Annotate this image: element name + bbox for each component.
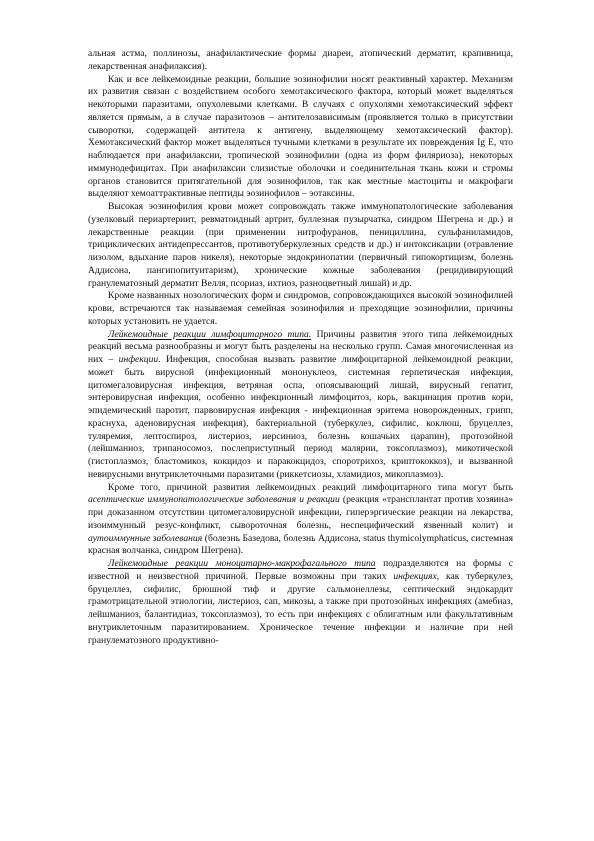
document-page [88,48,513,647]
body-text: , как туберкулез, бруцеллез, сифилис, брюшной тиф и другие сальмонеллезы, септический эндокардит грамотрицательной этиологии, листериоз, сап, микозы, а также при протозойных инфекциях (амебиаз, лейшманиоз, балантидиаз, токсоплазмоз), то есть при инфекциях с облигатным или факультативным внутриклеточным паразитированием. Хроническое течение инфекции и наличие при ней гранулематозного продуктивно- [88,570,513,646]
body-text: Высокая эозинофилия крови может сопровождать также иммунопатологические заболевания (узелковый периартериит, ревматоидный артрит, буллезная пузырчатка, синдром Шегрена и др.) и лекарственные реакции (при применении нитрофуранов, пенициллина, сульфаниламидов, трициклических антидепрессантов, противотуберкулезных средств и др.) и интоксикации (отравление лизолом, вдыхание паров никеля), некоторые эндокринопатии (первичный гипокортицизм, болезнь Аддисона, пангипопитуитаризм), хронические кожные заболевания (рецидивирующий гранулематозный дерматит Велля, псориаз, ихтиоз, разноцветный лишай) и др. [88,201,513,289]
body-text: . Инфекция, способная вызвать развитие лимфоцитарной лейкемоидной реакции, может быть вирусной (инфекционный мононуклеоз, системная герпетическая инфекция, цитомегаловирусная инфекция, ветряная оспа, опоясывающий лишай, вирусный гепатит, энтеровирусная инфекция, особенно инфекционный лимфоцитоз, корь, вакцинация против кори, эпидемический паротит, парвовирусная инфекция - инфекционная эритема новорожденных, грипп, краснуха, аденовирусная инфекция), бактериальной (туберкулез, сифилис, коклюш, бруцеллез, туляремия, лептоспироз, листериоз, иерсиниоз, болезнь кошачьих царапин), протозойной (лейшманиоз, трипаносомоз, послеприступный период малярии, токсоплазмоз), микотической (гистоплазмоз, бластомикоз, кокцидоз и паракокцидоз, споротрихоз, криптококкоз), и вызванной невирусными внутриклеточными паразитами (риккетсиозы, хламидиоз, микоплазмоз). [88,354,513,480]
paragraph-p2 [88,201,513,290]
paragraph-p1 [88,74,513,202]
body-text: Как и все лейкемоидные реакции, большие эозинофилии носят реактивный характер. Механизм их развития связан с воздействием особого хемотаксического фактора, который может выделяться некоторыми паразитами, опухолевыми клетками. В случаях с опухолями хемотаксический эффект является прямым, а в случае паразитозов – антителозависимым (проявляется только в присутствии сыворотки, содержащей антитела к антигену, выделяющему хемотаксический фактор). Хемотаксический фактор может выделяться тучными клетками в результате их повреждения Ig E, что наблюдается при анафилаксии, тропической эозинофилии (одна из форм филяриоза), некоторых иммунодефицитах. При анафилаксии слизистые оболочки и соединительная ткань кожи и стромы органов становится притягательной для эозинофилов, так как местные мастоциты и макрофаги выделяют хемоаттрактивные пептиды эозинофилов – эотаксины. [88,73,513,200]
paragraph-p3 [88,290,513,328]
body-text: подразделяются на формы с известной и неизвестной причиной. Первые возможны при таких [88,558,513,582]
section-heading: Лейкемоидные реакции моноцитарно-макрофагального типа [108,558,376,569]
body-text: Кроме того, причиной развития лейкемоидных реакций лимфоцитарного типа могут быть [108,481,513,493]
body-text: альная астма, поллинозы, анафилактические формы диареи, атопический дерматит, крапивница, лекарственная анафилаксия). [88,48,513,72]
emphasized-text: асептические иммунопатологические заболевания и реакции [88,494,340,506]
paragraph-p0 [88,48,513,74]
emphasized-text: аутоиммунные заболевания [88,532,203,544]
body-text: Причины развития этого типа лейкемоидных реакций весьма разнообразны и могут быть разделены на несколько групп. Самая многочисленная из них – [88,328,514,365]
body-text: (реакция «трансплантат против хозяина» при доказанном отсутствии цитомегаловирусной инфекции, гиперэргические реакции на лекарства, изоиммунный резус-конфликт, сывороточная болезнь, неспецифический язвенный колит) и [88,494,513,531]
section-heading: Лейкемоидные реакции лимфоцитарного типа. [108,328,312,340]
emphasized-text: инфекциях [393,570,437,582]
emphasized-text: инфекции [118,354,159,365]
paragraph-p6 [88,558,513,647]
paragraph-p4 [88,329,513,482]
body-text: (болезнь Базедова, болезнь Аддисона, status thymicolymphaticus, системная красная волчанка, синдром Шегрена). [88,532,513,557]
paragraph-p5 [88,482,513,559]
body-text: Кроме названных нозологических форм и синдромов, сопровождающихся высокой эозинофилией крови, встречаются так называемая семейная эозинофилия и преходящие эозинофилии, причины которых установить не удается. [88,290,513,327]
